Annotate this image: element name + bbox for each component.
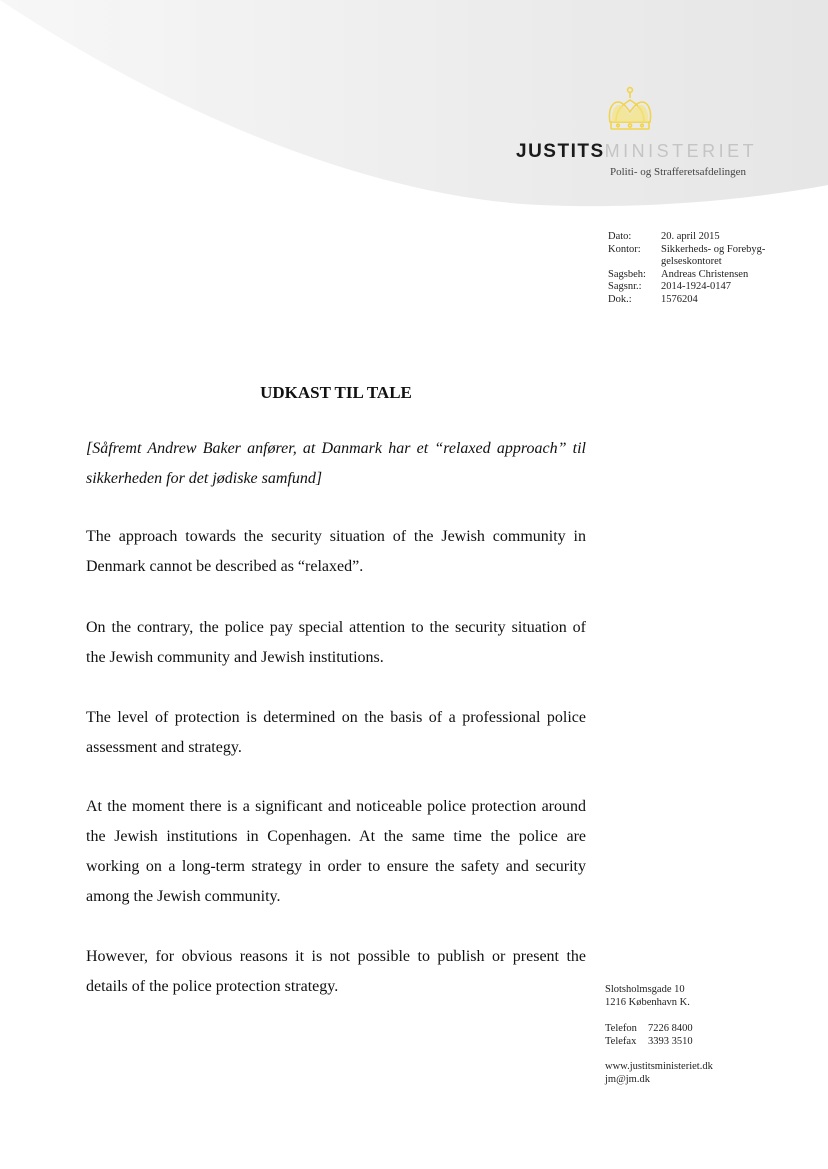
meta-row-case-officer <box>608 269 771 282</box>
phone-row <box>605 1023 693 1036</box>
body-paragraph: The approach towards the security situation of the Jewish community in Denmark cannot be described as “relaxed”. <box>86 528 586 575</box>
email-link[interactable]: jm@jm.dk <box>605 1073 650 1085</box>
ministry-logo <box>516 141 757 163</box>
meta-key: Sagsnr.: <box>608 281 642 292</box>
context-note: [Såfremt Andrew Baker anfører, at Danmark har et “relaxed approach” til sikkerheden for det jødiske samfund] <box>86 440 586 487</box>
meta-key: Dok.: <box>608 293 632 305</box>
meta-row-office <box>608 244 771 269</box>
body-paragraph: However, for obvious reasons it is not possible to publish or present the details of the police protection strategy. <box>86 948 586 995</box>
phone-label: Telefon <box>605 1023 637 1034</box>
meta-value: Sikkerheds- og Forebyg-gelseskontoret <box>661 243 766 267</box>
street-address: Slotsholmsgade 10 <box>605 984 685 995</box>
meta-key: Dato: <box>608 231 632 242</box>
phone-number: 7226 8400 <box>648 1023 693 1034</box>
crown-icon <box>604 86 656 134</box>
contact-block <box>605 1023 693 1048</box>
body-paragraph: On the contrary, the police pay special attention to the security situation of the Jewish community and Jewish institutions. <box>86 619 586 666</box>
meta-key: Kontor: <box>608 243 641 255</box>
meta-row-case-number <box>608 281 771 294</box>
website-link[interactable]: www.justitsministeriet.dk <box>605 1061 713 1072</box>
logo-bold-text: JUSTITS <box>516 141 605 162</box>
meta-value: 1576204 <box>661 293 698 305</box>
address-block <box>605 984 690 1009</box>
fax-label: Telefax <box>605 1035 637 1047</box>
web-block <box>605 1061 713 1086</box>
postal-city: 1216 København K. <box>605 996 690 1008</box>
logo-light-text: MINISTERIET <box>604 141 758 161</box>
body-paragraph: At the moment there is a significant and noticeable police protection around the Jewish institutions in Copenhagen. At the same time the police are working on a long-term strategy in order to ensure the safety and security among the Jewish community. <box>86 798 586 905</box>
meta-row-document <box>608 294 771 307</box>
body-paragraph: The level of protection is determined on the basis of a professional police assessment and strategy. <box>86 709 586 756</box>
page-title: UDKAST TIL TALE <box>260 383 412 402</box>
meta-value: 2014-1924-0147 <box>661 281 731 292</box>
fax-number: 3393 3510 <box>648 1035 693 1047</box>
department-name: Politi- og Strafferetsafdelingen <box>610 166 747 178</box>
document-meta <box>608 231 771 306</box>
meta-value: 20. april 2015 <box>661 231 720 242</box>
header-swoosh-graphic <box>0 0 828 230</box>
meta-value: Andreas Christensen <box>661 268 749 280</box>
meta-key: Sagsbeh: <box>608 268 646 280</box>
fax-row <box>605 1036 693 1049</box>
meta-row-date <box>608 231 771 244</box>
